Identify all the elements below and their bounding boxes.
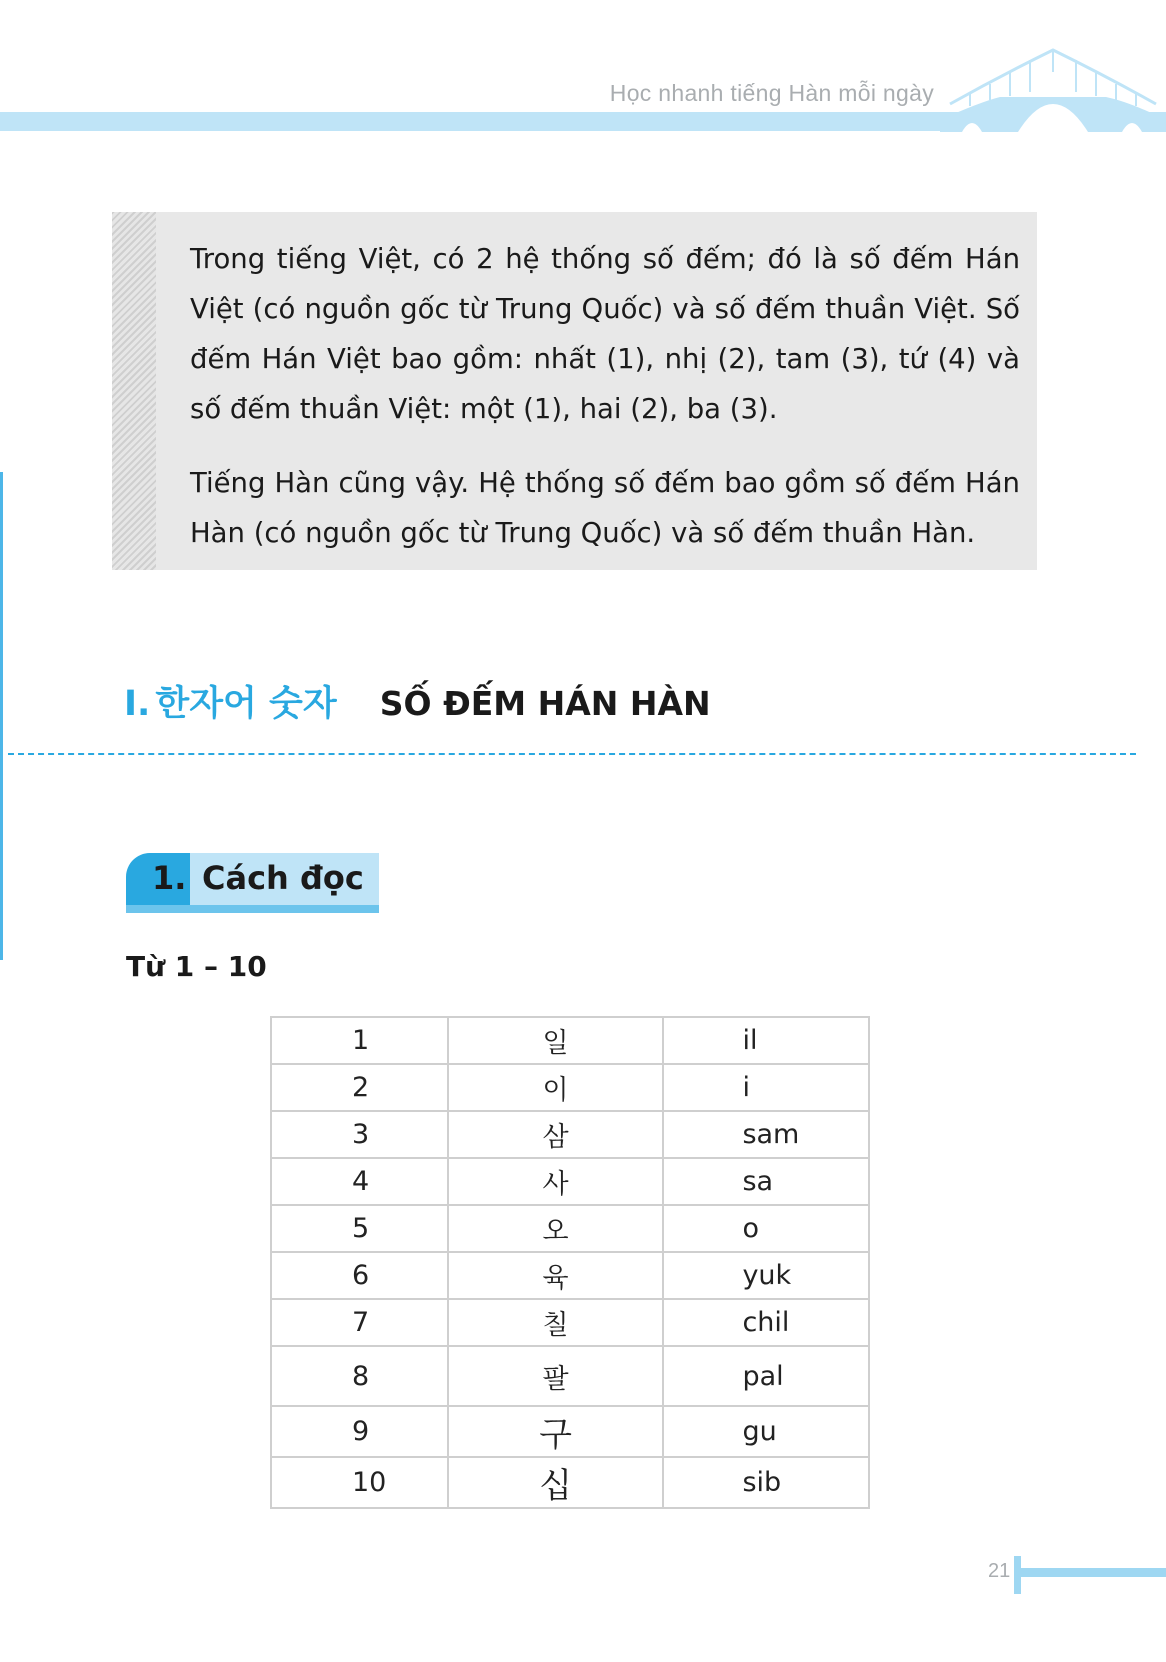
footer-bar-vertical [1014, 1556, 1021, 1594]
romanization-cell: o [663, 1205, 869, 1252]
table-row [271, 1406, 869, 1457]
korean-cell: 삼 [448, 1111, 664, 1158]
romanization-cell: gu [663, 1406, 869, 1457]
table-row [271, 1299, 869, 1346]
section-title-vietnamese: SỐ ĐẾM HÁN HÀN [379, 684, 711, 723]
left-accent-bar [0, 472, 3, 960]
table-row [271, 1252, 869, 1299]
intro-text [190, 234, 1020, 582]
romanization-cell: il [663, 1017, 869, 1064]
korean-cell: 팔 [448, 1346, 664, 1406]
number-cell: 10 [271, 1457, 448, 1508]
section-heading [124, 676, 711, 726]
tag-underline [126, 905, 379, 913]
subsection-label: Cách đọc [202, 859, 364, 897]
number-cell: 8 [271, 1346, 448, 1406]
range-label: Từ 1 – 10 [126, 950, 267, 983]
number-cell: 5 [271, 1205, 448, 1252]
romanization-cell: sib [663, 1457, 869, 1508]
number-cell: 4 [271, 1158, 448, 1205]
korean-cell: 오 [448, 1205, 664, 1252]
number-cell: 6 [271, 1252, 448, 1299]
subsection-tag [126, 853, 379, 915]
section-divider [8, 753, 1136, 755]
romanization-cell: chil [663, 1299, 869, 1346]
korean-cell: 일 [448, 1017, 664, 1064]
footer-bar-horizontal [1021, 1568, 1166, 1577]
section-number: I. [124, 684, 151, 724]
subsection-number: 1. [152, 859, 187, 897]
number-cell: 3 [271, 1111, 448, 1158]
intro-paragraph-2: Tiếng Hàn cũng vậy. Hệ thống số đếm bao gồm số đếm Hán Hàn (có nguồn gốc từ Trung Quốc) và số đếm thuần Hàn. [190, 467, 1020, 549]
korean-cell: 사 [448, 1158, 664, 1205]
table-row [271, 1111, 869, 1158]
korean-cell: 칠 [448, 1299, 664, 1346]
intro-box [112, 212, 1037, 570]
romanization-cell: sam [663, 1111, 869, 1158]
table-row [271, 1064, 869, 1111]
romanization-cell: sa [663, 1158, 869, 1205]
table-row [271, 1205, 869, 1252]
table-row [271, 1017, 869, 1064]
number-cell: 1 [271, 1017, 448, 1064]
section-title-korean: 한자어 숫자 [155, 684, 337, 724]
romanization-cell: i [663, 1064, 869, 1111]
page-number: 21 [988, 1560, 1011, 1582]
intro-paragraph-1: Trong tiếng Việt, có 2 hệ thống số đếm; đó là số đếm Hán Việt (có nguồn gốc từ Trung Quốc) và số đếm thuần Việt. Số đếm Hán Việt bao gồm: nhất (1), nhị (2), tam (3), tứ (4) và số đếm thuần Việt: một (1), hai (2), ba (3). [190, 243, 1020, 425]
romanization-cell: yuk [663, 1252, 869, 1299]
bridge-illustration-icon [940, 42, 1166, 132]
korean-cell: 십 [448, 1457, 664, 1508]
intro-stripe [112, 212, 156, 570]
table-row [271, 1457, 869, 1508]
number-table [270, 1016, 870, 1509]
number-cell: 9 [271, 1406, 448, 1457]
number-cell: 7 [271, 1299, 448, 1346]
romanization-cell: pal [663, 1346, 869, 1406]
number-cell: 2 [271, 1064, 448, 1111]
korean-cell: 육 [448, 1252, 664, 1299]
table-row [271, 1346, 869, 1406]
table-row [271, 1158, 869, 1205]
korean-cell: 구 [448, 1406, 664, 1457]
korean-cell: 이 [448, 1064, 664, 1111]
header-title: Học nhanh tiếng Hàn mỗi ngày [609, 80, 934, 106]
